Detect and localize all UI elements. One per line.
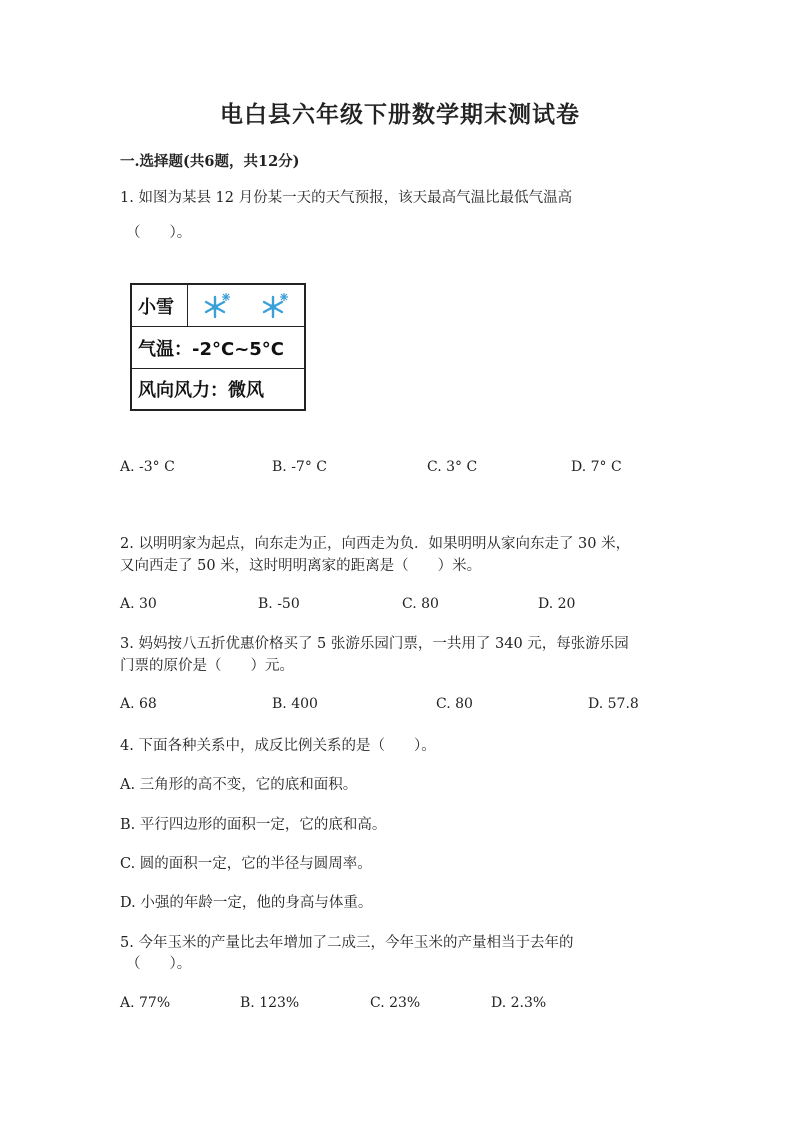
question-2-line-1: 2. 以明明家为起点，向东走为正，向西走为负．如果明明从家向东走了 30 米， <box>120 536 631 552</box>
weather-forecast-figure <box>130 283 306 411</box>
question-5-line-2: （ ）。 <box>126 956 192 972</box>
question-5-option-b: B. 123% <box>240 995 300 1011</box>
question-4-option-b: B. 平行四边形的面积一定，它的底和高。 <box>120 817 387 833</box>
question-2-option-c: C. 80 <box>402 596 439 612</box>
question-4-line-1: 4. 下面各种关系中，成反比例关系的是（ ）。 <box>120 738 436 754</box>
section-heading: 一.选择题(共6题，共12分) <box>120 153 300 170</box>
question-3-line-1: 3. 妈妈按八五折优惠价格买了 5 张游乐园门票，一共用了 340 元，每张游乐园 <box>120 636 629 652</box>
question-3-option-d: D. 57.8 <box>588 696 639 712</box>
question-2-line-2: 又向西走了 50 米，这时明明离家的距离是（ ）米。 <box>120 558 482 574</box>
question-2-option-b: B. -50 <box>258 596 300 612</box>
question-3-line-2: 门票的原价是（ ）元。 <box>120 658 294 674</box>
question-4-option-a: A. 三角形的高不变，它的底和面积。 <box>120 777 358 793</box>
weather-condition: 小雪 <box>132 285 188 326</box>
question-1-option-b: B. -7° C <box>272 459 327 475</box>
question-2-option-d: D. 20 <box>538 596 576 612</box>
question-5-option-c: C. 23% <box>370 995 421 1011</box>
question-2-option-a: A. 30 <box>120 596 157 612</box>
question-3-option-b: B. 400 <box>272 696 318 712</box>
question-3-option-c: C. 80 <box>436 696 473 712</box>
question-1-line-2: （ ）。 <box>126 225 192 241</box>
question-4-option-c: C. 圆的面积一定，它的半径与圆周率。 <box>120 856 372 872</box>
question-1-option-a: A. -3° C <box>120 459 175 475</box>
question-5-option-a: A. 77% <box>120 995 171 1011</box>
question-5-option-d: D. 2.3% <box>491 995 547 1011</box>
snowflake-icon <box>202 291 232 321</box>
snowflake-icon <box>260 291 290 321</box>
page-title: 电白县六年级下册数学期末测试卷 <box>220 101 580 128</box>
weather-temperature: 气温：-2°C~5°C <box>132 327 304 369</box>
question-4-option-d: D. 小强的年龄一定，他的身高与体重。 <box>120 895 373 911</box>
question-1-option-c: C. 3° C <box>427 459 478 475</box>
question-5-line-1: 5. 今年玉米的产量比去年增加了二成三，今年玉米的产量相当于去年的 <box>120 935 574 951</box>
weather-wind: 风向风力：微风 <box>138 380 264 401</box>
question-1-option-d: D. 7° C <box>571 459 622 475</box>
question-3-option-a: A. 68 <box>120 696 157 712</box>
snow-icons <box>188 285 304 326</box>
question-1-line-1: 1. 如图为某县 12 月份某一天的天气预报，该天最高气温比最低气温高 <box>120 190 573 206</box>
weather-condition-row <box>132 285 304 327</box>
